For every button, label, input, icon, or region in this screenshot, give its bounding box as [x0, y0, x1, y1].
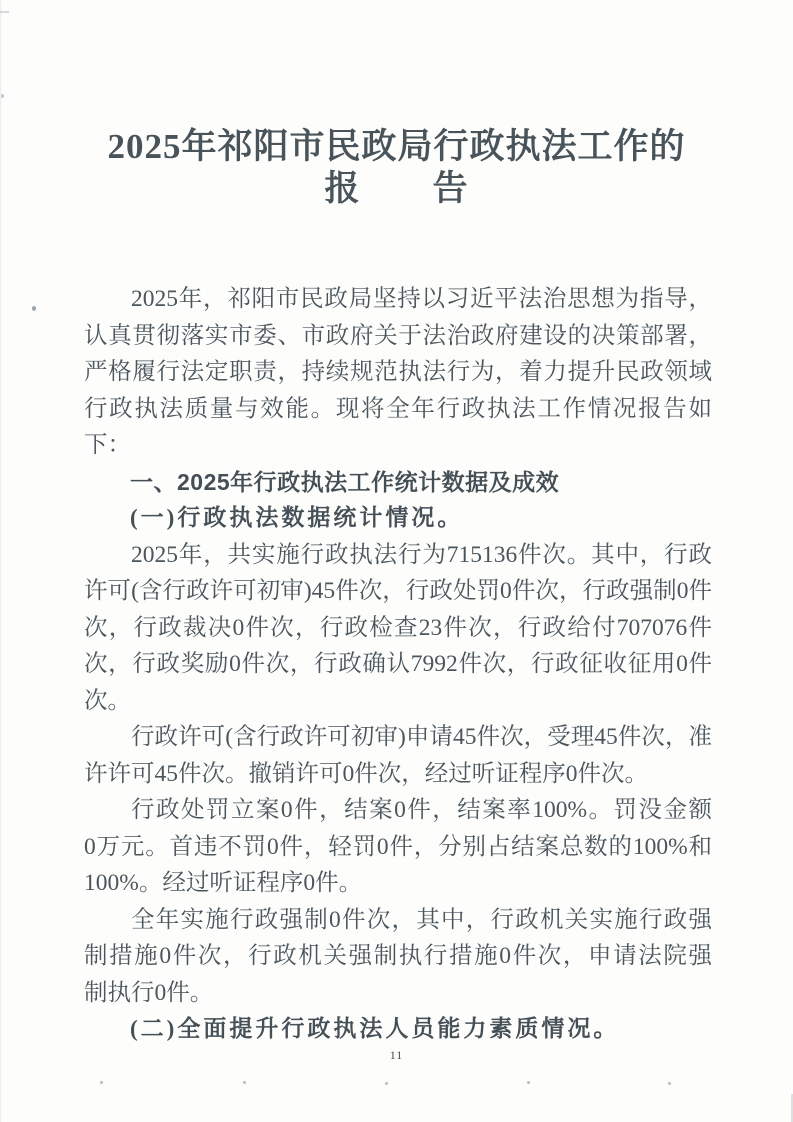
document-body: [84, 281, 736, 1048]
document-title-line-1: 2025年祁阳市民政局行政执法工作的: [107, 127, 686, 166]
page-number: 11: [389, 1048, 404, 1062]
paragraph-license-statistics: 行政许可(含行政许可初审)申请45件次，受理45件次，准许许可45件次。撤销许可0件次，经过听证程序0件次。: [84, 724, 712, 787]
section-heading-1: 一、2025年行政执法工作统计数据及成效: [130, 468, 560, 495]
scan-speck: [100, 1081, 103, 1084]
subsection-heading-1-2: (二)全面提升行政执法人员能力素质情况。: [130, 1016, 620, 1041]
scan-corner-mark: [0, 11, 9, 13]
document-title-line-2: 报 告: [324, 169, 469, 208]
document-title: [0, 126, 793, 210]
subsection-heading-1-1: (一)行政执法数据统计情况。: [130, 505, 464, 530]
paragraph-compulsion-statistics: 全年实施行政强制0件次，其中，行政机关实施行政强 制措施0件次，行政机关强制执行措施0件次，申请法院强 制执行0件。: [84, 906, 736, 1006]
scan-speck: [527, 1081, 530, 1084]
paragraph-penalty-statistics: 行政处罚立案0件，结案0件，结案率100%。罚没金额 0万元。首违不罚0件，轻罚0件，分别占结案总数的100%和100%。经过听证程序0件。: [84, 797, 736, 896]
paragraph-intro: 2025年，祁阳市民政局坚持以习近平法治思想为指导，认真贯彻落实市委、市政府关于法治政府建设的决策部署，严格履行法定职责，持续规范执法行为，着力提升民政领域行政执法质量与效能。现将全年行政执法工作情况报告如下：: [84, 286, 712, 458]
scan-speck: [32, 306, 36, 311]
scan-speck: [1, 94, 4, 98]
scan-speck: [668, 1082, 671, 1085]
scan-speck: [243, 1081, 246, 1084]
paragraph-enforcement-statistics: 2025年，共实施行政执法行为715136件次。其中，行政许可(含行政许可初审)45件次，行政处罚0件次，行政强制0件次，行政裁决0件次，行政检查23件次，行政给付707076件次，行政奖励0件次，行政确认7992件次，行政征收征用0件次。: [84, 541, 712, 714]
scan-speck: [385, 1082, 388, 1085]
